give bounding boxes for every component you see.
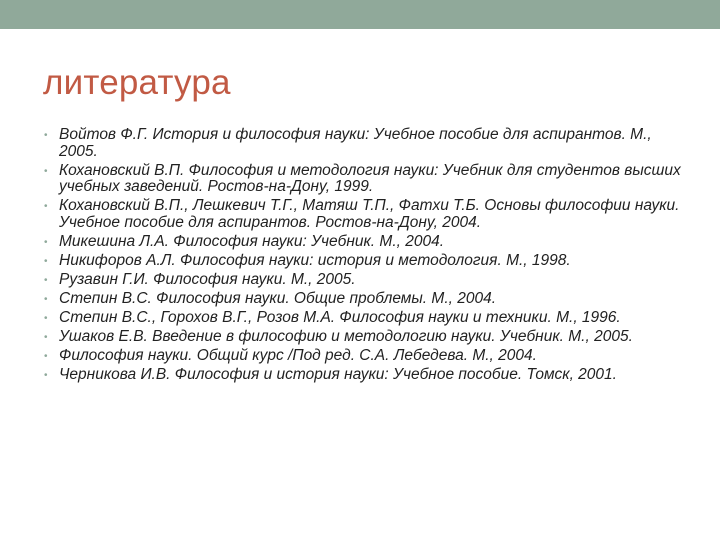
bullet-icon: • (44, 293, 48, 305)
reference-text: Степин В.С. Философия науки. Общие проблемы. М., 2004. (59, 289, 497, 307)
top-accent-bar (0, 0, 720, 29)
reference-item (44, 272, 694, 289)
reference-text: Степин В.С., Горохов В.Г., Розов М.А. Философия науки и техники. М., 1996. (59, 308, 621, 326)
reference-text: Черникова И.В. Философия и история науки: Учебное пособие. Томск, 2001. (59, 365, 617, 383)
reference-text: Никифоров А.Л. Философия науки: история и методология. М., 1998. (59, 251, 571, 269)
reference-text: Кохановский В.П., Лешкевич Т.Г., Матяш Т.П., Фатхи Т.Б. Основы философии науки. Учебное пособие для аспирантов. Ростов-на-Дону, 2004. (59, 197, 680, 231)
reference-item (44, 310, 694, 327)
reference-item (44, 198, 694, 231)
reference-item (44, 127, 694, 160)
bullet-icon: • (44, 350, 48, 362)
bullet-icon: • (44, 130, 48, 141)
bullet-icon: • (44, 255, 48, 267)
reference-item (44, 291, 694, 308)
reference-text: Философия науки. Общий курс /Под ред. С.А. Лебедева. М., 2004. (59, 346, 537, 364)
bullet-icon: • (44, 369, 48, 381)
bullet-icon: • (44, 312, 48, 324)
bullet-icon: • (44, 236, 48, 248)
reference-item (44, 329, 694, 346)
slide-body (0, 29, 720, 540)
reference-text: Рузавин Г.И. Философия науки. М., 2005. (59, 270, 356, 288)
reference-list (44, 127, 694, 386)
reference-text: Ушаков Е.В. Введение в философию и методологию науки. Учебник. М., 2005. (59, 327, 633, 345)
reference-item (44, 348, 694, 365)
reference-text: Микешина Л.А. Философия науки: Учебник. М., 2004. (59, 232, 445, 250)
reference-text: Войтов Ф.Г. История и философия науки: Учебное пособие для аспирантов. М., 2005. (59, 126, 652, 160)
reference-item (44, 163, 694, 196)
bullet-icon: • (44, 201, 48, 212)
slide-title: литература (43, 63, 231, 102)
reference-item (44, 367, 694, 384)
reference-text: Кохановский В.П. Философия и методология науки: Учебник для студентов высших учебных заведений. Ростов-на-Дону, 1999. (59, 161, 681, 195)
bullet-icon: • (44, 331, 48, 343)
bullet-icon: • (44, 165, 48, 177)
reference-item (44, 253, 694, 270)
bullet-icon: • (44, 274, 48, 286)
reference-item (44, 234, 694, 251)
